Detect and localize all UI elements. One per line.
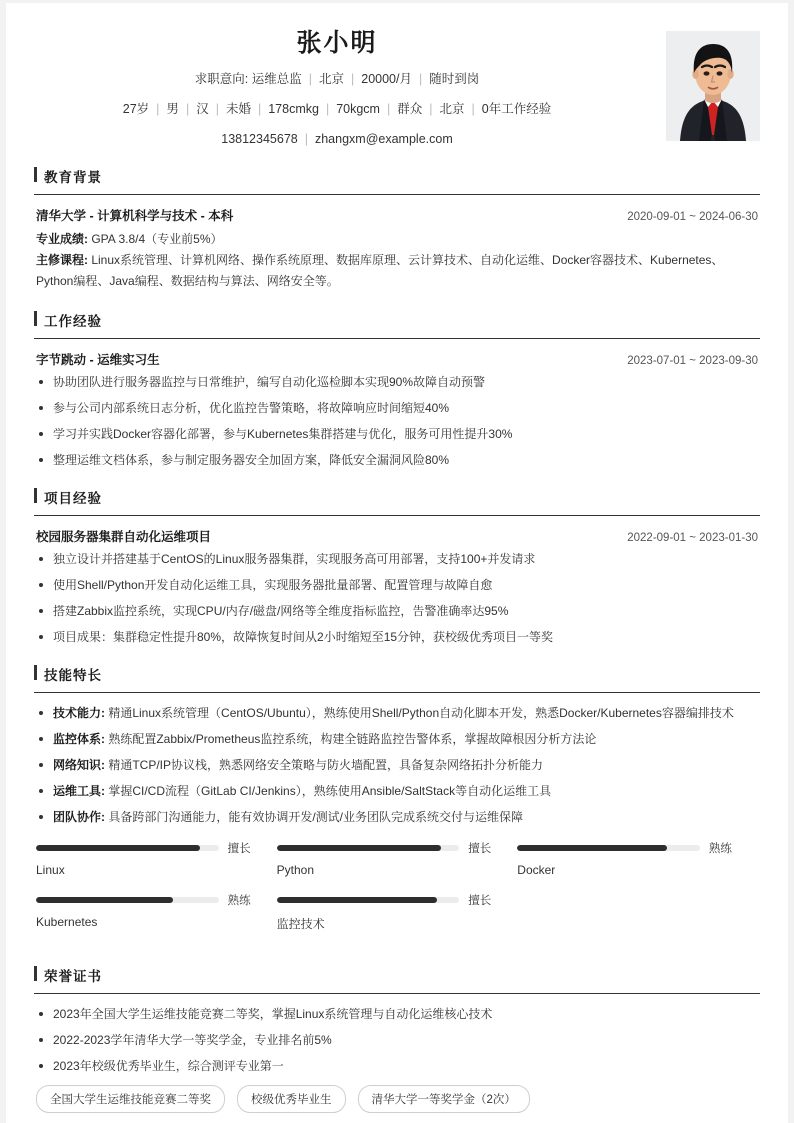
basic-info-item: 未婚 — [225, 101, 251, 116]
meta-separator: | — [429, 101, 433, 116]
list-item: 2023年全国大学生运维技能竞赛二等奖，掌握Linux系统管理与自动化运维核心技术 — [36, 1005, 758, 1023]
meta-separator: | — [386, 101, 391, 116]
objective-item: 运维总监 — [251, 72, 302, 86]
contact-item: zhangxm@example.com — [314, 131, 453, 146]
education-school: 清华大学 - 计算机科学与技术 - 本科 — [36, 209, 234, 224]
basic-info-item: 27岁 — [122, 101, 150, 116]
education-entry — [36, 206, 758, 292]
skill-bar-level: 擅长 — [468, 895, 492, 908]
work-date: 2023-07-01 ~ 2023-09-30 — [627, 355, 758, 368]
skill-category-label: 团队协作: — [53, 810, 109, 825]
basic-info-item: 北京 — [439, 101, 465, 116]
section-project — [34, 487, 760, 646]
education-gpa-row — [36, 229, 758, 250]
basic-info-item: 0年工作经验 — [481, 101, 552, 116]
skill-bar-track — [36, 845, 219, 851]
honor-tag: 全国大学生运维技能竞赛二等奖 — [36, 1085, 225, 1113]
resume-header — [34, 23, 760, 148]
basic-info-item: 178cmkg — [268, 101, 319, 116]
basic-info-item: 群众 — [397, 101, 423, 116]
section-header-honors — [34, 965, 760, 994]
skill-category-label: 网络知识: — [53, 758, 109, 773]
work-company-role: 字节跳动 - 运维实习生 — [36, 353, 160, 368]
list-item: 2022-2023学年清华大学一等奖学金，专业排名前5% — [36, 1031, 758, 1049]
objective-item: 北京 — [318, 72, 344, 86]
section-title: 项目经验 — [44, 491, 102, 507]
list-item — [36, 756, 758, 774]
list-item: 2023年校级优秀毕业生，综合测评专业第一 — [36, 1057, 758, 1075]
section-work — [34, 310, 760, 469]
skill-category-value: 精通Linux系统管理（CentOS/Ubuntu），熟练使用Shell/Python自动化脚本开发，熟悉Docker/Kubernetes容器编排技术 — [108, 706, 734, 721]
objective-item: 随时到岗 — [429, 72, 480, 86]
section-body-skills — [34, 693, 760, 947]
skill-bar-track — [517, 845, 700, 851]
skill-bar-row — [277, 892, 492, 908]
skill-bar-row — [277, 840, 492, 856]
meta-separator: | — [351, 72, 355, 86]
skill-category-value: 具备跨部门沟通能力，能有效协调开发/测试/业务团队完成系统交付与运维保障 — [108, 810, 524, 825]
skill-bar-level: 擅长 — [468, 843, 492, 856]
skill-bar-level: 擅长 — [227, 843, 251, 856]
list-item: 参与公司内部系统日志分析，优化监控告警策略，将故障响应时间缩短40% — [36, 399, 758, 417]
meta-separator: | — [325, 101, 330, 116]
list-item — [36, 730, 758, 748]
work-bullets — [36, 373, 758, 469]
skill-bar-level: 熟练 — [227, 895, 251, 908]
meta-separator: | — [471, 101, 475, 116]
education-courses-value: Linux系统管理、计算机网络、操作系统原理、数据库原理、云计算技术、自动化运维、Docker容器技术、Kubernetes、Python编程、Java编程、数据结构与算法、网络安全等。 — [36, 253, 724, 289]
skill-bar-fill — [36, 845, 200, 851]
education-courses-row — [36, 250, 758, 292]
entry-header — [36, 350, 758, 368]
skill-bar-item — [277, 892, 518, 932]
skill-bar-fill — [517, 845, 667, 851]
skill-bars — [36, 840, 758, 947]
list-item: 学习并实践Docker容器化部署，参与Kubernetes集群搭建与优化，服务可用性提升30% — [36, 425, 758, 443]
skill-category-label: 技术能力: — [53, 706, 109, 721]
list-item: 协助团队进行服务器监控与日常维护，编写自动化巡检脚本实现90%故障自动预警 — [36, 373, 758, 391]
contact-item: 13812345678 — [221, 131, 298, 146]
skill-bar-row — [36, 840, 251, 856]
honor-tags — [36, 1085, 758, 1113]
page-title: 张小明 — [296, 29, 378, 57]
honor-tag: 校级优秀毕业生 — [237, 1085, 346, 1113]
entry-header — [36, 527, 758, 545]
objective-label: 求职意向: — [194, 72, 249, 86]
list-item: 整理运维文档体系，参与制定服务器安全加固方案，降低安全漏洞风险80% — [36, 451, 758, 469]
skill-bar-level: 熟练 — [708, 843, 732, 856]
skill-bar-label: 监控技术 — [276, 917, 325, 932]
skill-category-value: 熟练配置Zabbix/Prometheus监控系统，构建全链路监控告警体系，掌握故障根因分析方法论 — [108, 732, 597, 747]
list-item: 搭建Zabbix监控系统，实现CPU/内存/磁盘/网络等全维度指标监控，告警准确率达95% — [36, 602, 758, 620]
section-education — [34, 166, 760, 292]
project-name: 校园服务器集群自动化运维项目 — [36, 530, 212, 545]
skill-category-label: 监控体系: — [53, 732, 109, 747]
section-header-skills — [34, 664, 760, 693]
section-body-work — [34, 339, 760, 469]
objective-line — [34, 70, 760, 89]
skill-category-label: 运维工具: — [53, 784, 109, 799]
skill-bar-fill — [277, 845, 441, 851]
skill-bar-item — [517, 840, 758, 877]
meta-separator: | — [185, 101, 190, 116]
skill-bar-item — [277, 840, 518, 877]
objective-item: 20000/月 — [361, 72, 412, 86]
skill-bar-track — [277, 845, 460, 851]
honor-bullets — [36, 1005, 758, 1075]
honor-tag: 清华大学一等奖学金（2次） — [358, 1085, 530, 1113]
skill-category-value: 精通TCP/IP协议栈，熟悉网络安全策略与防火墙配置，具备复杂网络拓扑分析能力 — [108, 758, 544, 773]
meta-separator: | — [156, 101, 160, 116]
project-bullets — [36, 550, 758, 646]
meta-separator: | — [308, 72, 312, 86]
section-body-education — [34, 195, 760, 292]
section-header-project — [34, 487, 760, 516]
contact-line — [34, 130, 760, 149]
section-body-honors — [34, 994, 760, 1113]
list-item — [36, 704, 758, 722]
education-courses-label: 主修课程: — [36, 253, 88, 268]
entry-header — [36, 206, 758, 224]
meta-separator: | — [257, 101, 262, 116]
list-item — [36, 808, 758, 826]
skill-bullets — [36, 704, 758, 826]
skill-bar-fill — [277, 897, 438, 903]
skill-bar-track — [36, 897, 219, 903]
objective-items — [252, 72, 480, 86]
avatar — [666, 31, 760, 141]
section-skills — [34, 664, 760, 947]
section-header-work — [34, 310, 760, 339]
skill-bar-fill — [36, 897, 173, 903]
skill-category-value: 掌握CI/CD流程（GitLab CI/Jenkins），熟练使用Ansible/SaltStack等自动化运维工具 — [108, 784, 552, 799]
skill-bar-item — [36, 840, 277, 877]
skill-bar-row — [36, 892, 251, 908]
skill-bar-row — [517, 840, 732, 856]
section-body-project — [34, 516, 760, 646]
skill-bar-label: Python — [276, 863, 314, 878]
project-date: 2022-09-01 ~ 2023-01-30 — [627, 532, 758, 545]
education-gpa-label: 专业成绩: — [36, 232, 88, 247]
basic-info-item: 汉 — [196, 101, 209, 116]
basic-info-item: 70kgcm — [336, 101, 380, 116]
basic-info-item: 男 — [166, 101, 179, 116]
section-title: 技能特长 — [44, 668, 102, 684]
avatar-photo-icon — [666, 31, 760, 141]
education-gpa-value: GPA 3.8/4（专业前5%） — [91, 232, 223, 247]
meta-separator: | — [215, 101, 219, 116]
skill-bar-label: Docker — [517, 863, 556, 878]
skill-bar-track — [277, 897, 460, 903]
basic-info-line — [34, 100, 760, 119]
skill-bar-label: Linux — [36, 863, 65, 878]
education-date: 2020-09-01 ~ 2024-06-30 — [627, 211, 758, 224]
meta-separator: | — [304, 131, 308, 146]
section-header-education — [34, 166, 760, 195]
section-title: 教育背景 — [44, 170, 102, 186]
meta-separator: | — [418, 72, 423, 86]
section-title: 荣誉证书 — [44, 969, 102, 985]
skill-bar-item — [36, 892, 277, 932]
skill-bar-label: Kubernetes — [36, 915, 98, 930]
list-item — [36, 782, 758, 800]
list-item: 使用Shell/Python开发自动化运维工具，实现服务器批量部署、配置管理与故障自愈 — [36, 576, 758, 594]
list-item: 项目成果：集群稳定性提升80%，故障恢复时间从2小时缩短至15分钟，获校级优秀项目一等奖 — [36, 628, 758, 646]
list-item: 独立设计并搭建基于CentOS的Linux服务器集群，实现服务高可用部署，支持100+并发请求 — [36, 550, 758, 568]
section-honors — [34, 965, 760, 1113]
section-title: 工作经验 — [44, 314, 102, 330]
